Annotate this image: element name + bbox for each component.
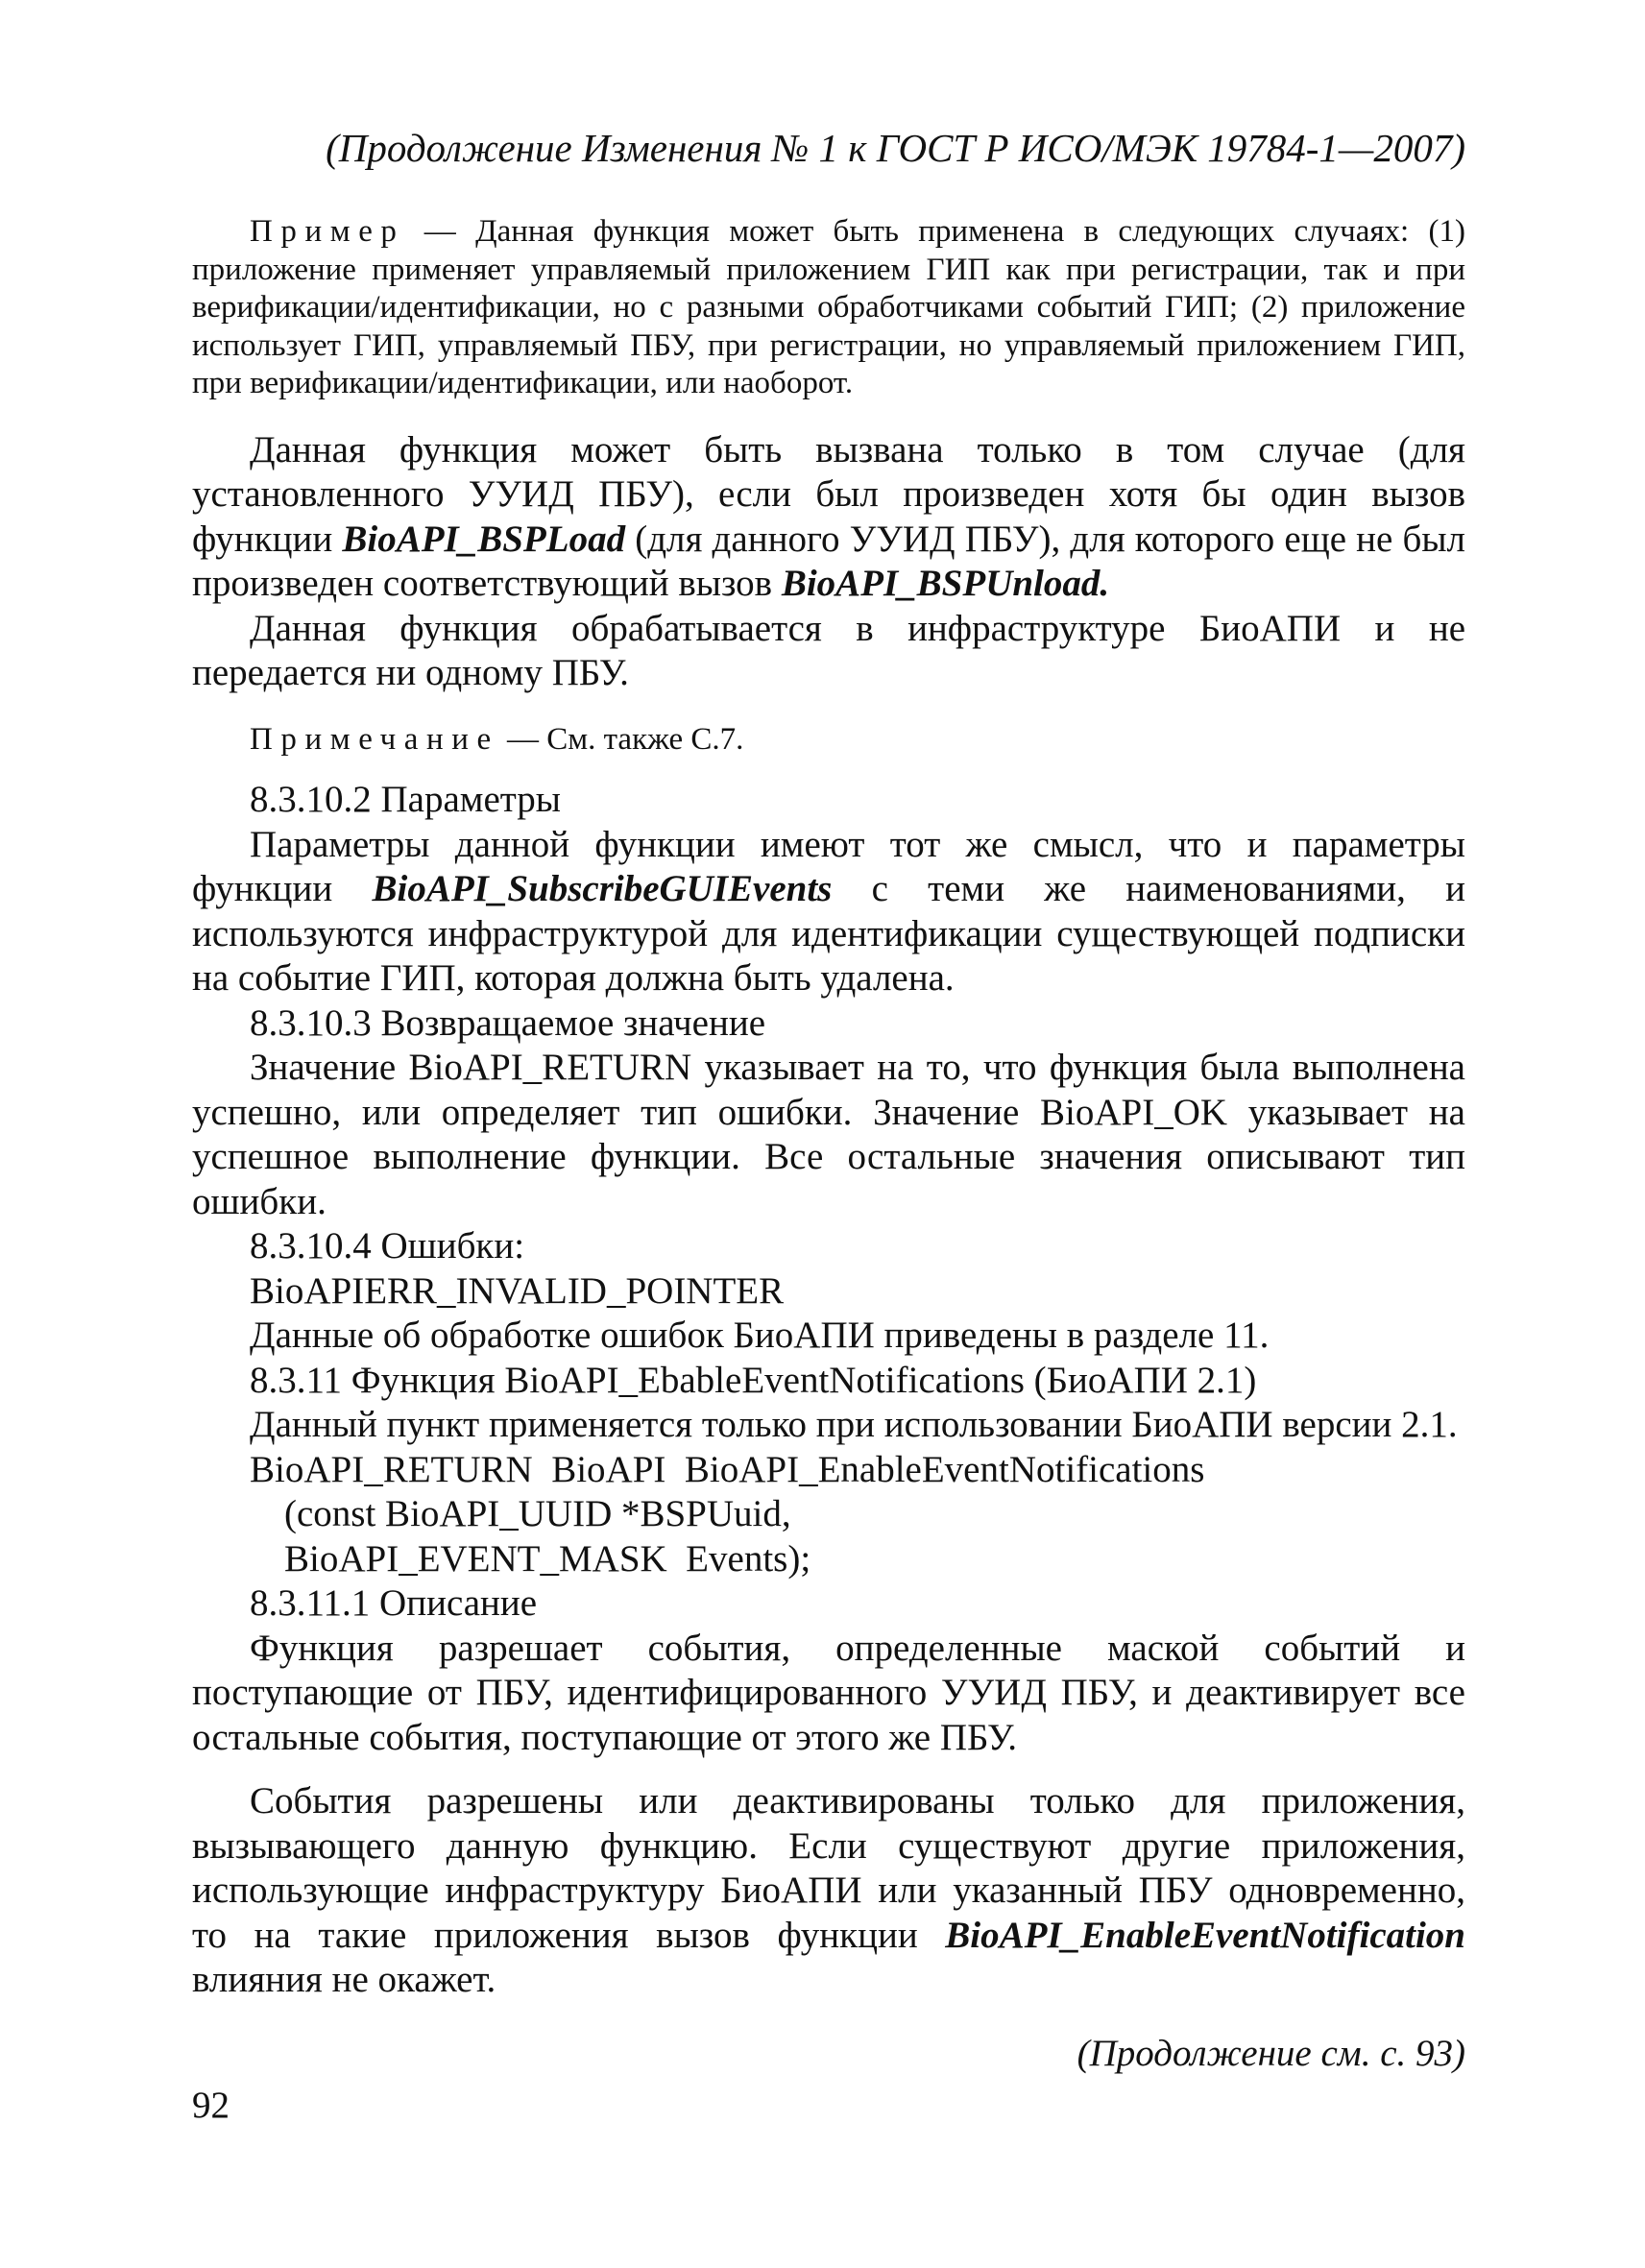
function-name-bsp-load: BioAPI_BSPLoad	[342, 518, 626, 560]
code-line-signature: BioAPI_RETURN BioAPI BioAPI_EnableEventNotifications	[250, 1448, 1205, 1490]
page-number: 92	[192, 2085, 230, 2126]
paragraph-text: с теми же наименованиями, и используются инфраструктурой для идентификации существующей подписки на событие ГИП, которая должна быть удалена.	[192, 868, 1465, 999]
code-line-events-param: BioAPI_EVENT_MASK Events);	[284, 1537, 811, 1580]
code-line-uuid-param: (const BioAPI_UUID *BSPUuid,	[284, 1493, 791, 1534]
error-code: BioAPIERR_INVALID_POINTER	[250, 1269, 785, 1312]
function-name-bsp-unload: BioAPI_BSPUnload.	[781, 563, 1110, 604]
paragraph-infrastructure: Данная функция обрабатывается в инфраструктуре БиоАПИ и не передается ни одному ПБУ.	[192, 607, 1465, 693]
paragraph-text: Параметры данной функции имеют тот же смысл, что и параметры функции	[192, 823, 1465, 909]
paragraph-description: Функция разрешает события, определенные маской событий и поступающие от ПБУ, идентифицированного УУИД ПБУ, и деактивирует все остальные события, поступающие от этого же ПБУ.	[192, 1627, 1465, 1758]
note-label: Примечание	[250, 721, 499, 757]
example-paragraph	[192, 213, 1465, 403]
paragraph-parameters	[192, 823, 1465, 1001]
paragraph-bsp-load	[192, 428, 1465, 607]
example-label: Пример	[250, 214, 405, 249]
function-name-enable-event-notification: BioAPI_EnableEventNotification	[945, 1914, 1465, 1956]
example-text: — Данная функция может быть применена в следующих случаях: (1) приложение применяет управляемый приложением ГИП как при регистрации, так и при верификации/идентификации, но с разными обработчиками событий ГИП; (2) приложение использует ГИП, управляемый ПБУ, при регистрации, но управляемый приложением ГИП, при верификации/идентификации, или наоборот.	[192, 214, 1465, 400]
paragraph-applications	[192, 1779, 1465, 2003]
errors-reference: Данные об обработке ошибок БиоАПИ приведены в разделе 11.	[250, 1315, 1270, 1356]
note-text: — См. также С.7.	[498, 721, 744, 757]
note-paragraph	[192, 721, 1465, 760]
section-8-3-11-heading: 8.3.11 Функция BioAPI_EbableEventNotifications (БиоАПИ 2.1)	[250, 1359, 1257, 1401]
section-8-3-10-3-heading: 8.3.10.3 Возвращаемое значение	[250, 1001, 766, 1044]
paragraph-version: Данный пункт применяется только при использовании БиоАПИ версии 2.1.	[250, 1404, 1458, 1445]
document-page	[192, 125, 1465, 2113]
page-header: (Продолжение Изменения № 1 к ГОСТ Р ИСО/МЭК 19784-1—2007)	[326, 126, 1465, 170]
paragraph-text: Данная функция может быть вызвана только в том случае (для установленного УУИД ПБУ), если был произведен хотя бы один вызов функции	[192, 428, 1465, 560]
function-name-subscribe-gui-events: BioAPI_SubscribeGUIEvents	[372, 868, 833, 909]
section-8-3-11-1-heading: 8.3.11.1 Описание	[250, 1582, 538, 1624]
section-8-3-10-2-heading: 8.3.10.2 Параметры	[250, 779, 561, 820]
paragraph-text: (для данного УУИД ПБУ), для которого еще не был произведен соответствующий вызов	[192, 518, 1465, 604]
paragraph-text: События разрешены или деактивированы только для приложения, вызывающего данную функцию. Если существуют другие приложения, использующие инфраструктуру БиоАПИ или указанный ПБУ одновременно, то на такие приложения вызов функции	[192, 1780, 1465, 1956]
paragraph-text: влияния не окажет.	[192, 1959, 496, 2000]
section-8-3-10-4-heading: 8.3.10.4 Ошибки:	[250, 1225, 525, 1267]
paragraph-return-value: Значение BioAPI_RETURN указывает на то, что функция была выполнена успешно, или определяет тип ошибки. Значение BioAPI_OK указывает на успешное выполнение функции. Все остальные значения описывают тип ошибки.	[192, 1047, 1465, 1222]
continuation-note: (Продолжение см. с. 93)	[1077, 2032, 1465, 2074]
